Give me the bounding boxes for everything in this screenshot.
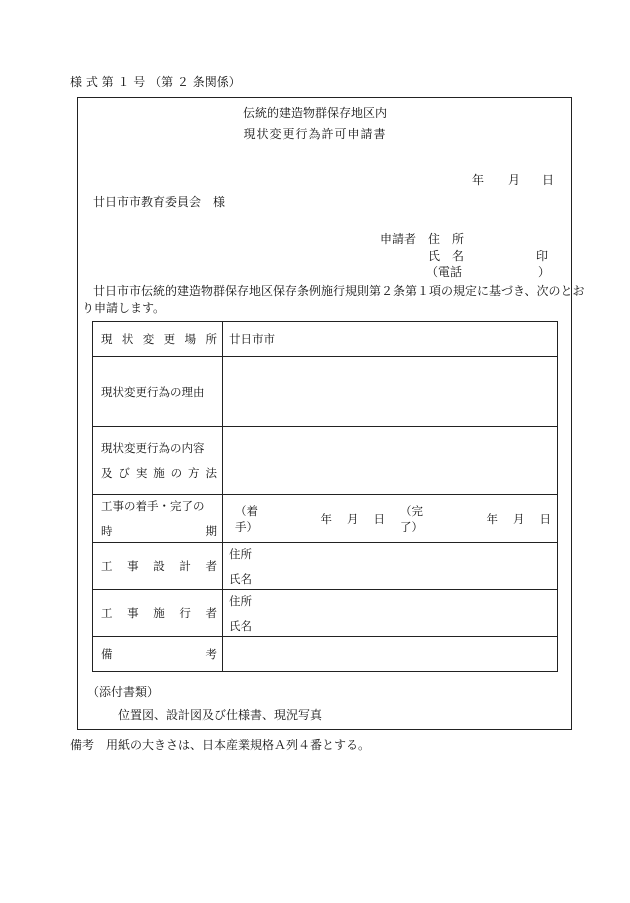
application-table — [92, 321, 558, 672]
location-label-char: 更 — [163, 332, 176, 346]
row-designer — [93, 543, 558, 590]
end-year: 年 — [486, 511, 498, 526]
contractor-label-char: 事 — [127, 606, 139, 620]
remarks-value-cell[interactable] — [223, 637, 558, 672]
contractor-label-char: 施 — [153, 606, 165, 620]
applicant-address-label: 住 所 — [428, 232, 465, 246]
contractor-label-char: 行 — [179, 606, 191, 620]
statement-line2: り申請します。 — [82, 301, 166, 315]
statement-line1: 廿日市市伝統的建造物群保存地区保存条例施行規則第２条第１項の規定に基づき、次のとお — [93, 284, 585, 298]
location-label-char: 場 — [184, 332, 197, 346]
applicant-name-label: 氏 名 — [428, 249, 465, 263]
content-label-line1: 現状変更行為の内容 — [101, 441, 205, 455]
start-year: 年 — [320, 511, 332, 526]
content-label-cell — [93, 427, 223, 495]
reason-value-cell[interactable] — [223, 357, 558, 427]
content-label-line2 — [101, 465, 217, 481]
form-title-line1: 伝統的建造物群保存地区内 — [242, 106, 387, 120]
start-label: （着手） — [235, 503, 258, 534]
content-label-line2-char: 方 — [188, 466, 200, 480]
contractor-label-cell — [93, 590, 223, 637]
start-month: 月 — [347, 511, 359, 526]
remarks-label-cell — [93, 637, 223, 672]
end-day: 日 — [539, 511, 551, 526]
contractor-label — [101, 605, 217, 621]
attachments-list: 位置図、設計図及び仕様書、現況写真 — [118, 708, 323, 722]
location-label-char: 変 — [142, 332, 155, 346]
reason-label: 現状変更行為の理由 — [101, 384, 205, 399]
designer-label-char: 計 — [179, 559, 191, 573]
remarks-label-bi: 備 — [101, 647, 113, 661]
location-label-char: 状 — [121, 332, 134, 346]
content-label-line2-char: 法 — [205, 466, 217, 480]
applicant-phone-close: ） — [538, 265, 551, 279]
reason-label-cell — [93, 357, 223, 427]
location-label — [101, 331, 217, 347]
content-label-line2-char: 実 — [135, 466, 148, 480]
designer-value-cell[interactable] — [223, 543, 558, 590]
applicant-phone-open: （電話 — [426, 265, 463, 279]
remarks-label-kou: 考 — [205, 647, 217, 661]
period-values — [229, 503, 551, 535]
footnote: 備考 用紙の大きさは、日本産業規格Ａ列４番とする。 — [70, 738, 371, 752]
designer-label-char: 事 — [127, 559, 139, 573]
date-month: 月 — [508, 173, 521, 187]
period-label-line1: 工事の着手・完了の — [101, 499, 205, 513]
row-content — [93, 427, 558, 495]
designer-label-char: 者 — [205, 559, 217, 573]
attachments-label: （添付書類） — [87, 685, 160, 699]
remarks-label — [101, 646, 217, 662]
end-label: （完了） — [400, 503, 423, 534]
designer-label — [101, 558, 217, 574]
period-label-cell — [93, 495, 223, 543]
designer-label-char: 設 — [153, 559, 165, 573]
end-month: 月 — [513, 511, 525, 526]
contractor-label-char: 者 — [205, 606, 217, 620]
location-label-cell — [93, 322, 223, 357]
period-label-ji: 時 — [101, 524, 113, 538]
row-contractor — [93, 590, 558, 637]
location-label-char: 所 — [205, 332, 217, 346]
row-period — [93, 495, 558, 543]
applicant-label: 申請者 — [380, 232, 417, 246]
form-number: 様 式 第 １ 号 （第 ２ 条関係） — [70, 75, 241, 89]
contractor-value-cell[interactable] — [223, 590, 558, 637]
addressee: 廿日市市教育委員会 様 — [93, 195, 226, 209]
designer-label-char: 工 — [101, 559, 113, 573]
start-day: 日 — [373, 511, 385, 526]
form-title-line2: 現状変更行為許可申請書 — [243, 127, 387, 141]
period-value-cell[interactable] — [223, 495, 558, 543]
location-label-char: 現 — [101, 332, 113, 346]
designer-name-label: 氏名 — [229, 571, 252, 586]
row-reason — [93, 357, 558, 427]
contractor-address-label: 住所 — [229, 593, 252, 608]
content-value-cell[interactable] — [223, 427, 558, 495]
row-location — [93, 322, 558, 357]
designer-label-cell — [93, 543, 223, 590]
row-remarks — [93, 637, 558, 672]
location-value: 廿日市市 — [229, 332, 275, 346]
content-label-line2-char: び — [118, 466, 130, 480]
seal-mark: 印 — [536, 249, 549, 263]
contractor-label-char: 工 — [101, 606, 113, 620]
content-label-line2-char: の — [170, 466, 183, 480]
date-year: 年 — [472, 173, 485, 187]
content-label-line2-char: 施 — [153, 466, 165, 480]
designer-address-label: 住所 — [229, 546, 252, 561]
period-label-ki: 期 — [205, 524, 217, 538]
contractor-name-label: 氏名 — [229, 618, 252, 633]
period-label-line2 — [101, 523, 217, 539]
date-day: 日 — [542, 173, 555, 187]
content-label-line2-char: 及 — [101, 466, 113, 480]
location-value-cell[interactable] — [223, 322, 558, 357]
